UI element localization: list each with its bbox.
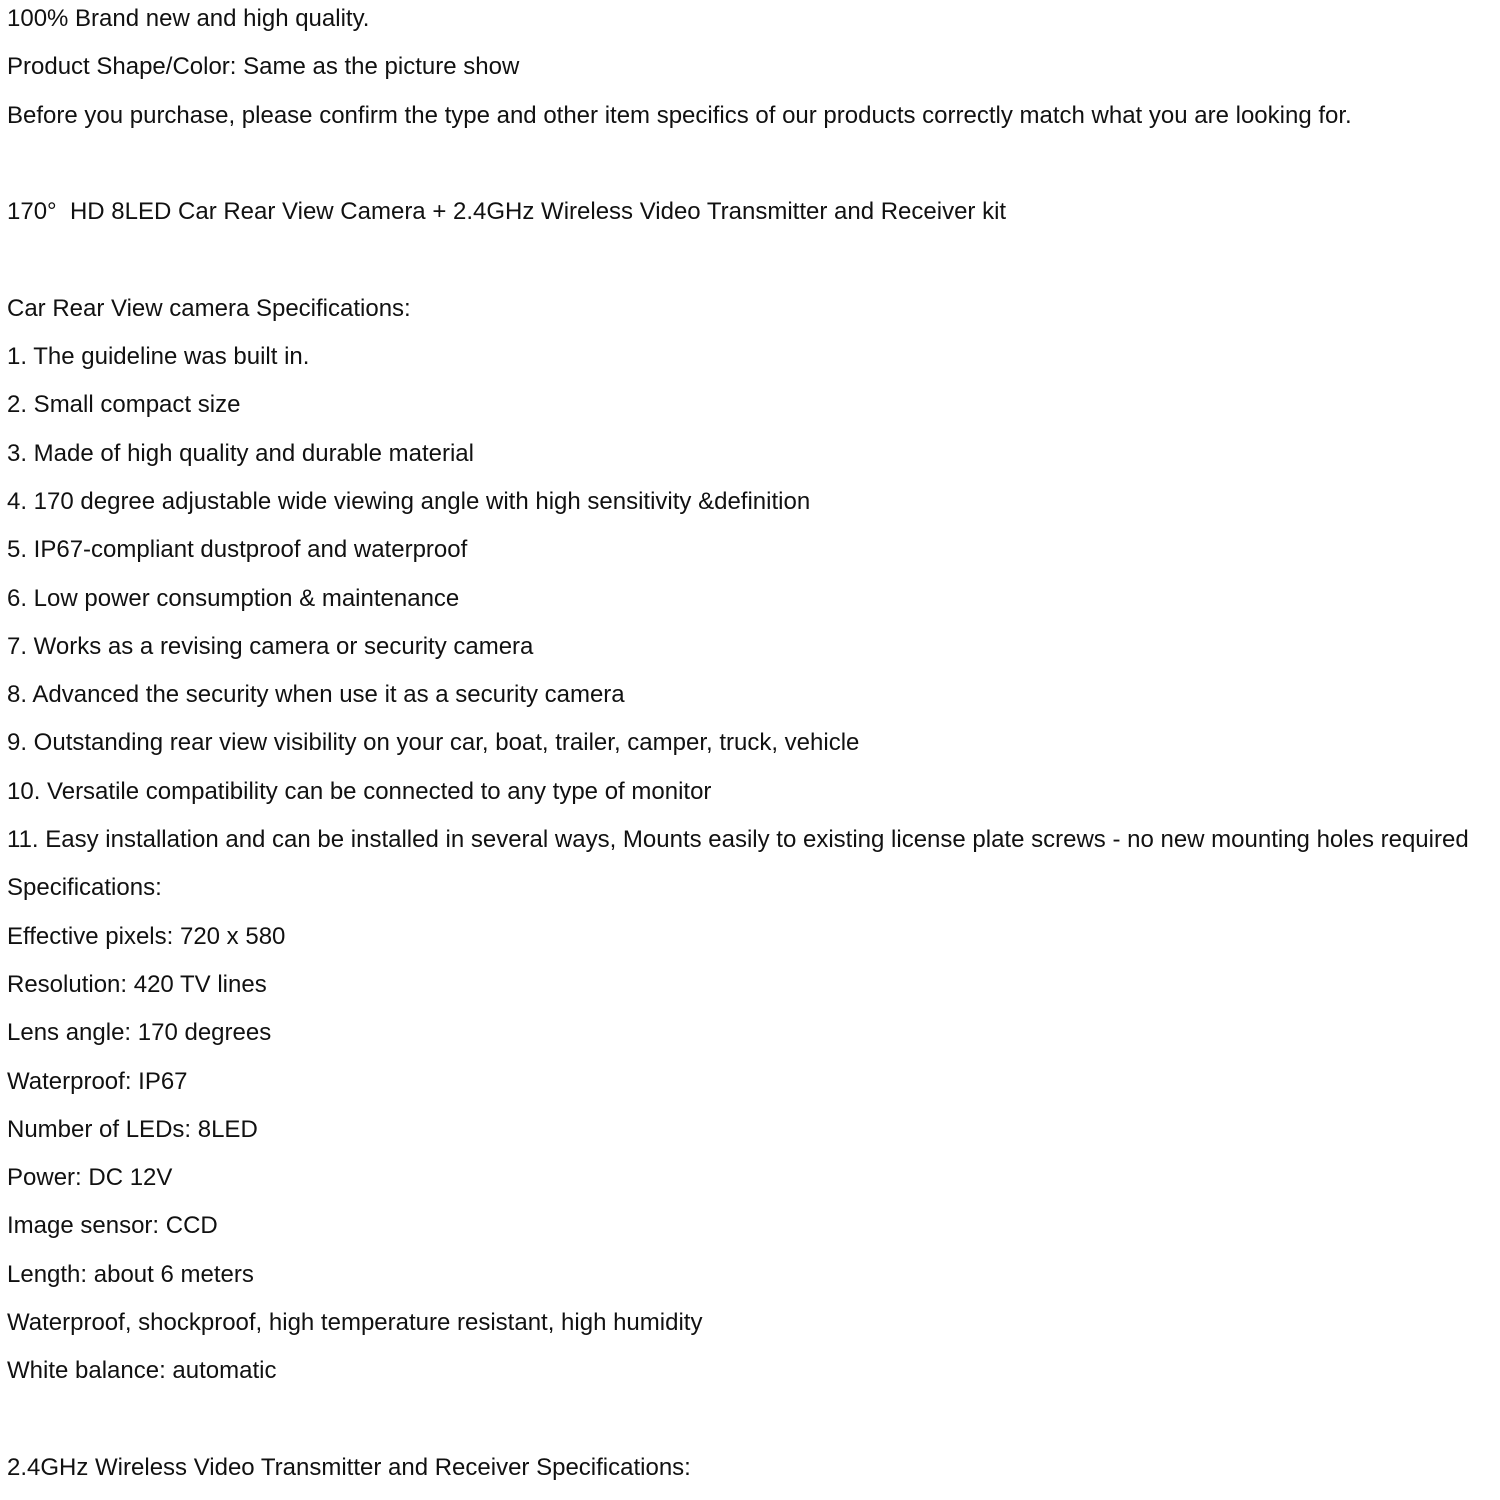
feature-item-4: 4. 170 degree adjustable wide viewing angle with high sensitivity &definition bbox=[7, 487, 811, 515]
intro-line-brand-new: 100% Brand new and high quality. bbox=[7, 5, 370, 32]
feature-item-8: 8. Advanced the security when use it as a security camera bbox=[7, 681, 625, 709]
spec-item-leds: Number of LEDs: 8LED bbox=[7, 1115, 258, 1143]
feature-item-11: 11. Easy installation and can be installed in several ways, Mounts easily to existing license plate screws - no new mounting holes required bbox=[7, 826, 1469, 854]
spec-item-white-balance: White balance: automatic bbox=[7, 1357, 277, 1385]
feature-item-3: 3. Made of high quality and durable material bbox=[7, 439, 474, 467]
product-title: 170° HD 8LED Car Rear View Camera + 2.4GHz Wireless Video Transmitter and Receiver kit bbox=[7, 198, 1007, 226]
feature-item-9: 9. Outstanding rear view visibility on your car, boat, trailer, camper, truck, vehicle bbox=[7, 729, 860, 757]
specifications-heading: Specifications: bbox=[7, 874, 162, 902]
feature-item-5: 5. IP67-compliant dustproof and waterproof bbox=[7, 536, 468, 564]
feature-item-2: 2. Small compact size bbox=[7, 391, 241, 419]
spec-item-resolution: Resolution: 420 TV lines bbox=[7, 970, 267, 998]
feature-item-1: 1. The guideline was built in. bbox=[7, 343, 310, 371]
spec-item-length: Length: about 6 meters bbox=[7, 1260, 254, 1288]
transmitter-specs-heading: 2.4GHz Wireless Video Transmitter and Receiver Specifications: bbox=[7, 1453, 691, 1481]
feature-item-10: 10. Versatile compatibility can be connected to any type of monitor bbox=[7, 777, 712, 805]
spec-item-durability: Waterproof, shockproof, high temperature resistant, high humidity bbox=[7, 1309, 703, 1337]
camera-specs-heading: Car Rear View camera Specifications: bbox=[7, 294, 411, 322]
spec-item-lens-angle: Lens angle: 170 degrees bbox=[7, 1019, 272, 1047]
intro-line-purchase-note: Before you purchase, please confirm the type and other item specifics of our products correctly match what you are looking for. bbox=[7, 101, 1352, 129]
spec-item-power: Power: DC 12V bbox=[7, 1164, 173, 1192]
intro-line-shape-color: Product Shape/Color: Same as the picture show bbox=[7, 53, 520, 81]
spec-item-image-sensor: Image sensor: CCD bbox=[7, 1212, 218, 1240]
spec-item-waterproof: Waterproof: IP67 bbox=[7, 1067, 188, 1095]
feature-item-6: 6. Low power consumption & maintenance bbox=[7, 584, 460, 612]
spec-item-effective-pixels: Effective pixels: 720 x 580 bbox=[7, 922, 286, 950]
feature-item-7: 7. Works as a revising camera or security camera bbox=[7, 632, 534, 660]
